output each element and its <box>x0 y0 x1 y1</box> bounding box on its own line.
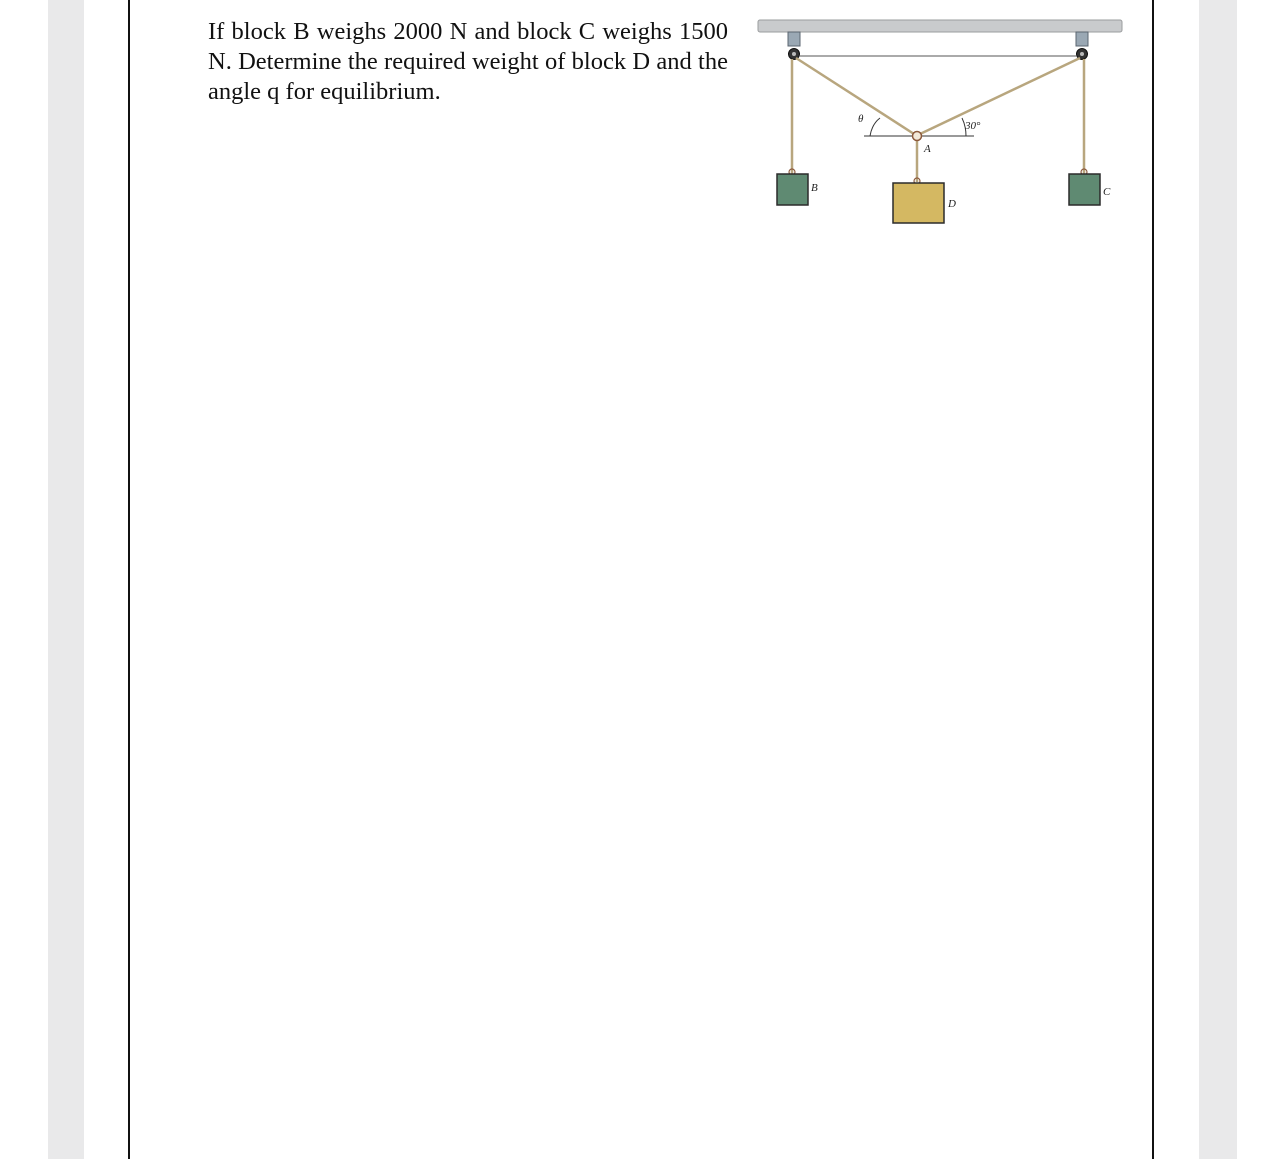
ceiling <box>758 20 1122 32</box>
left-pulley-bracket <box>788 32 800 60</box>
block-c-label: C <box>1103 186 1111 198</box>
block-b <box>777 174 808 205</box>
block-b-label: B <box>811 182 818 194</box>
document-page <box>128 0 1154 1159</box>
pulley-diagram-svg <box>752 14 1124 232</box>
theta-arc <box>870 118 880 136</box>
block-c <box>1069 174 1100 205</box>
block-d <box>893 183 944 223</box>
theta-label: θ <box>858 113 864 125</box>
viewer-right-gutter <box>1199 0 1237 1159</box>
problem-statement: If block B weighs 2000 N and block C weighs 1500 N. Determine the required weight of block D and the angle q for equilibrium. <box>208 18 728 105</box>
right-pulley-bracket <box>1076 32 1088 60</box>
pulley-diagram <box>752 14 1124 232</box>
ring-a <box>913 132 922 141</box>
ropes <box>792 58 1084 182</box>
viewer-left-gutter <box>48 0 84 1159</box>
point-a-label: A <box>924 143 931 155</box>
block-d-label: D <box>948 198 956 210</box>
angle-30-label: 30° <box>965 120 981 132</box>
